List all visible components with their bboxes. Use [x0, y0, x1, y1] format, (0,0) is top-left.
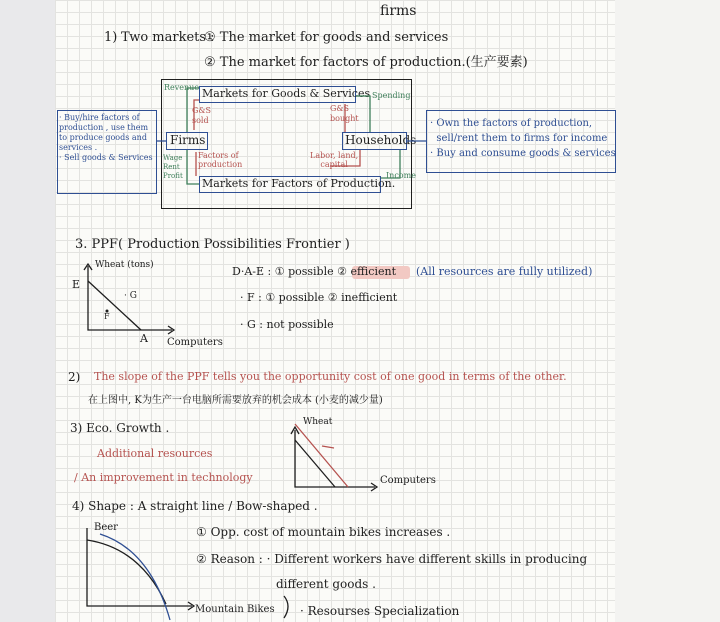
factors-market-label: Markets for Factors of Production. [202, 177, 396, 190]
revenue-label: Revenue [164, 83, 200, 92]
shape-axes [87, 528, 192, 606]
shape-point3: · Resourses Specialization [300, 604, 460, 618]
ppf-line2: · F : ① possible ② inefficient [240, 291, 398, 304]
shape-point2b: different goods . [276, 577, 376, 591]
shape-bow-curve [87, 540, 166, 604]
ppf-point-f-dot [106, 310, 109, 313]
shape-point2: ② Reason : · Different workers have different skills in producing [196, 552, 588, 566]
growth-title: 3) Eco. Growth . [70, 421, 170, 435]
goods-market-label: Markets for Goods & Services [202, 87, 371, 100]
growth-new-ppf [295, 424, 348, 487]
income-arrow [381, 150, 400, 178]
ppf-frontier-line [88, 281, 141, 330]
ppf-point-e: E [72, 278, 81, 291]
firms-fragment: firms [380, 3, 417, 19]
shape-x-label: Mountain Bikes [195, 604, 275, 615]
ppf-point-a: A [140, 332, 148, 345]
gs-bought-label: G&S bought [330, 104, 359, 123]
ppf-line1-note: (All resources are fully utilized) [416, 265, 593, 278]
ppf-point-f: F [104, 312, 110, 321]
revenue-arrow [187, 88, 199, 132]
section1-number: 1) [104, 30, 118, 45]
shape-title: 4) Shape : A straight line / Bow-shaped . [72, 499, 318, 513]
shape-point1: ① Opp. cost of mountain bikes increases . [196, 525, 451, 539]
ppf-line1: D·A-E : ① possible ② efficient [232, 265, 396, 278]
section3-title: 3. PPF( Production Possibilities Frontier ) [75, 237, 350, 252]
firms-label: Firms [170, 133, 206, 147]
slope-number: 2) [68, 370, 81, 384]
section1-title: Two markets : [121, 30, 215, 45]
growth-x-label: Computers [380, 475, 436, 486]
households-note: · Own the factors of production, sell/rent them to firms for income · Buy and consume goods & services [430, 118, 616, 159]
spending-label: Spending [372, 91, 411, 100]
labor-arrow [330, 150, 360, 166]
growth-reason2: / An improvement in technology [74, 471, 253, 484]
firms-note: · Buy/hire factors of production , use them to produce goods and services . · Sell goods & Services [59, 113, 153, 162]
labor-land-capital-label: Labor, land, capital [310, 151, 359, 169]
ppf-line3: · G : not possible [240, 318, 334, 331]
growth-y-label: Wheat [303, 417, 333, 427]
ppf-point-g: · G [124, 291, 137, 301]
ppf-x-label: Computers [167, 337, 223, 348]
households-label: Households [345, 133, 417, 147]
growth-shift-arrow [322, 446, 334, 448]
growth-reason1: Additional resources [97, 447, 213, 460]
factors-of-production-label: Factors of production [198, 151, 243, 169]
gs-sold-label: G&S sold [192, 106, 211, 125]
ppf-y-label: Wheat (tons) [95, 260, 154, 270]
income-label: Income [386, 171, 416, 180]
spending-arrow [356, 96, 370, 132]
slope-chinese: 在上图中, K为生产一台电脑所需要放弃的机会成本 (小麦的减少量) [88, 395, 383, 406]
slope-text: The slope of the PPF tells you the opportunity cost of one good in terms of the other. [94, 370, 567, 383]
shape-y-label: Beer [94, 522, 118, 533]
wages-arrow [187, 150, 199, 184]
bracket-mark [284, 596, 288, 618]
wages-rent-profit-label: Wage Rent Profit [163, 154, 183, 180]
gs-sold-arrow [194, 100, 199, 130]
section1-item1: ① The market for goods and services [204, 30, 449, 45]
section1-item2: ② The market for factors of production.(生产要素) [204, 55, 528, 70]
